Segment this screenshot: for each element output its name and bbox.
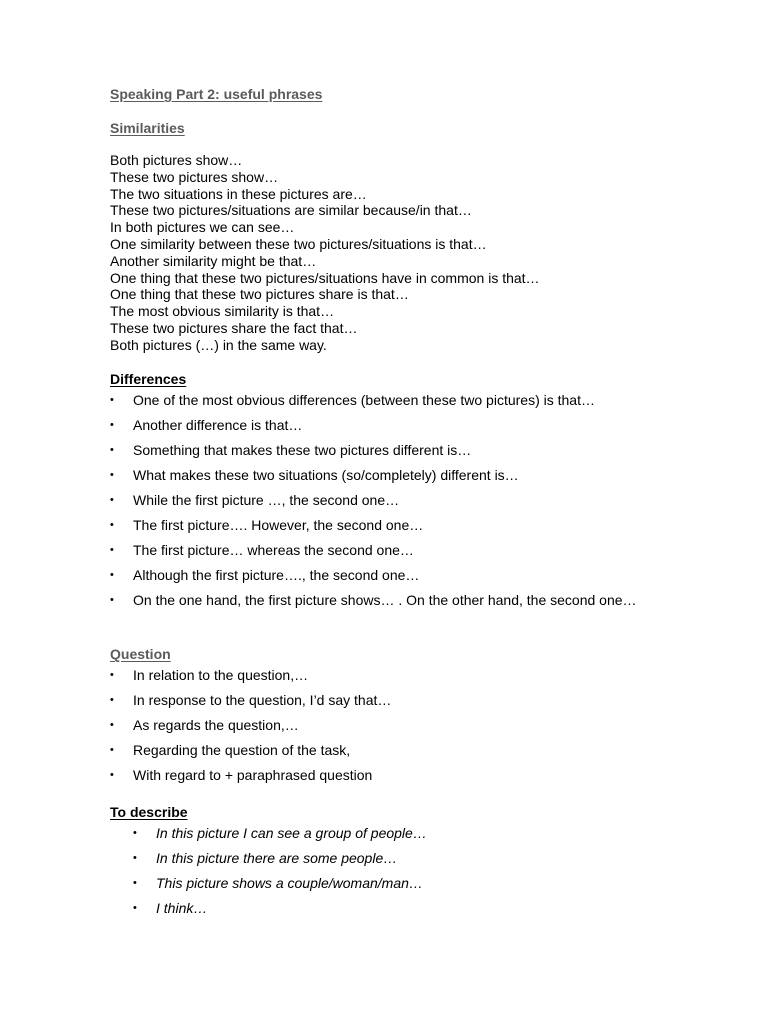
question-phrase: As regards the question,…: [133, 717, 299, 733]
question-heading: Question: [110, 646, 171, 662]
difference-phrase: On the one hand, the first picture shows… . On the other hand, the second one…: [133, 592, 637, 608]
difference-phrase: While the first picture …, the second one…: [133, 492, 400, 508]
bullet-icon: •: [110, 494, 114, 506]
bullet-icon: •: [110, 669, 114, 681]
describe-heading: To describe: [110, 804, 188, 820]
bullet-icon: •: [133, 827, 137, 839]
similarity-phrase: These two pictures share the fact that…: [110, 319, 358, 336]
describe-phrase: In this picture I can see a group of people…: [156, 825, 427, 841]
bullet-icon: •: [110, 419, 114, 431]
bullet-icon: •: [110, 544, 114, 556]
similarity-phrase: Both pictures show…: [110, 152, 243, 168]
difference-phrase: One of the most obvious differences (between these two pictures) is that…: [133, 392, 595, 408]
bullet-icon: •: [110, 719, 114, 731]
bullet-icon: •: [110, 769, 114, 781]
question-phrase: In response to the question, I’d say that…: [133, 692, 392, 708]
similarity-phrase: The two situations in these pictures are…: [110, 185, 367, 202]
bullet-icon: •: [110, 594, 114, 606]
similarity-phrase: One thing that these two pictures share is that…: [110, 286, 409, 303]
similarity-phrase: These two pictures show…: [110, 168, 279, 185]
difference-phrase: Something that makes these two pictures different is…: [133, 442, 472, 458]
similarity-phrase: The most obvious similarity is that…: [110, 303, 335, 320]
difference-phrase: The first picture… whereas the second one…: [133, 542, 414, 558]
question-phrase: In relation to the question,…: [133, 667, 309, 683]
difference-phrase: Although the first picture…., the second one…: [133, 567, 420, 583]
bullet-icon: •: [110, 469, 114, 481]
bullet-icon: •: [133, 902, 137, 914]
similarities-list: [110, 152, 540, 354]
question-phrase: With regard to + paraphrased question: [133, 767, 373, 783]
bullet-icon: •: [110, 444, 114, 456]
difference-phrase: Another difference is that…: [133, 417, 303, 433]
similarity-phrase: One similarity between these two pictures/situations is that…: [110, 235, 487, 252]
bullet-icon: •: [133, 877, 137, 889]
question-phrase: Regarding the question of the task,: [133, 742, 351, 758]
bullet-icon: •: [110, 394, 114, 406]
similarity-phrase: In both pictures we can see…: [110, 219, 295, 236]
difference-phrase: What makes these two situations (so/completely) different is…: [133, 467, 519, 483]
similarity-phrase: These two pictures/situations are similar because/in that…: [110, 202, 472, 219]
describe-phrase: I think…: [156, 900, 208, 916]
similarity-phrase: Another similarity might be that…: [110, 252, 317, 269]
similarities-heading: Similarities: [110, 120, 185, 136]
describe-phrase: In this picture there are some people…: [156, 850, 398, 866]
differences-heading: Differences: [110, 371, 187, 387]
similarity-phrase: One thing that these two pictures/situations have in common is that…: [110, 269, 540, 286]
bullet-icon: •: [110, 519, 114, 531]
page-title: Speaking Part 2: useful phrases: [110, 86, 323, 102]
bullet-icon: •: [110, 569, 114, 581]
describe-phrase: This picture shows a couple/woman/man…: [156, 875, 423, 891]
bullet-icon: •: [110, 694, 114, 706]
similarity-phrase: Both pictures (…) in the same way.: [110, 336, 327, 353]
bullet-icon: •: [110, 744, 114, 756]
bullet-icon: •: [133, 852, 137, 864]
difference-phrase: The first picture…. However, the second one…: [133, 517, 424, 533]
